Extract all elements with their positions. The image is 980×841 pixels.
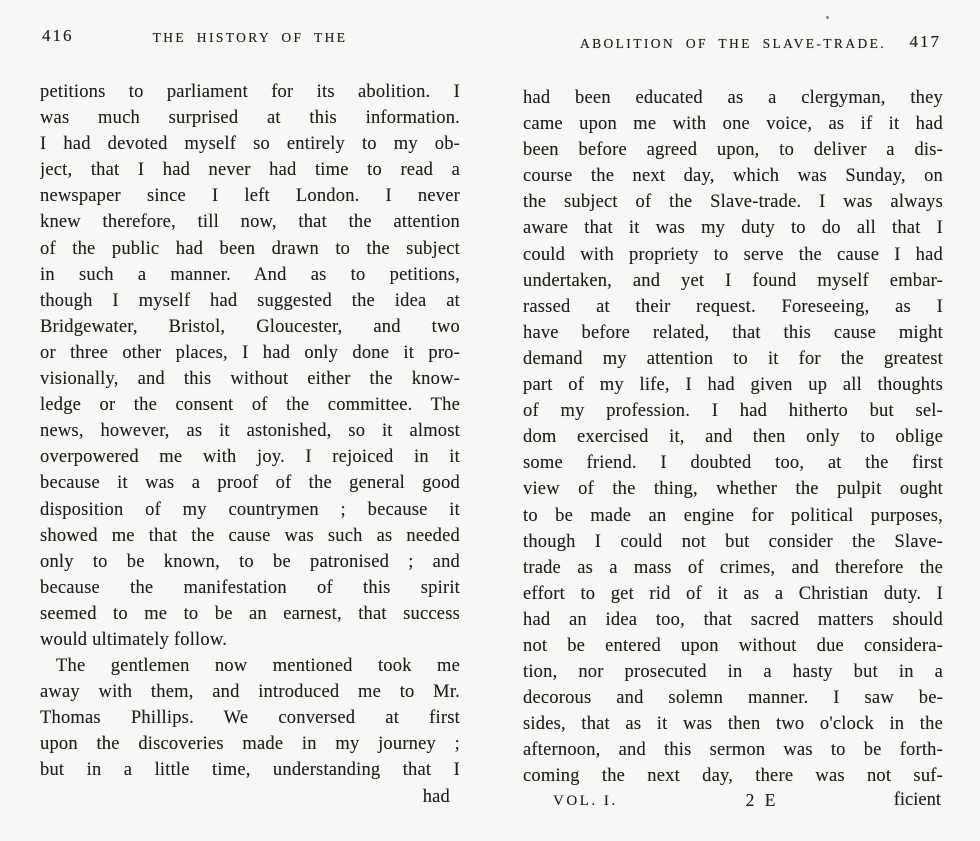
text-line: rassed at their request. Foreseeing, as I (523, 296, 943, 317)
text-line: sides, that as it was then two o'clock in the (523, 714, 943, 735)
text-line: afternoon, and this sermon was to be forth- (523, 740, 943, 761)
page-416-body (40, 79, 460, 810)
text-line: newspaper since I left London. I never (40, 186, 460, 207)
text-line: though I myself had suggested the idea at (40, 290, 460, 311)
text-line: or three other places, I had only done it pro- (40, 342, 460, 363)
text-line: trade as a mass of crimes, and therefore the (523, 557, 943, 578)
text-line: the subject of the Slave-trade. I was always (523, 192, 943, 213)
text-line: could with propriety to serve the cause I had (523, 244, 943, 265)
text-line: have before related, that this cause might (523, 322, 943, 343)
text-line: Bridgewater, Bristol, Gloucester, and two (40, 316, 460, 337)
text-line: tion, nor prosecuted in a hasty but in a (523, 662, 943, 683)
ink-speck (826, 16, 829, 19)
text-line: not be entered upon without due considera- (523, 635, 943, 656)
text-line: news, however, as it astonished, so it almost (40, 421, 460, 442)
page-416 (40, 26, 460, 810)
text-line: overpowered me with joy. I rejoiced in it (40, 447, 460, 468)
page-417-body (523, 85, 943, 790)
catchword: ficient (893, 789, 941, 810)
text-line: though I could not but consider the Slave- (523, 531, 943, 552)
text-line: came upon me with one voice, as if it had (523, 114, 943, 135)
text-line: but in a little time, understanding that I (40, 760, 460, 781)
text-line: showed me that the cause was such as needed (40, 525, 460, 546)
signature-mark: 2 E (745, 789, 779, 810)
text-line: would ultimately follow. (40, 629, 228, 650)
page-417-footer (523, 790, 943, 816)
text-line: undertaken, and yet I found myself embar- (523, 270, 943, 291)
running-title-right: ABOLITION OF THE SLAVE-TRADE. (579, 36, 887, 51)
text-line: ledge or the consent of the committee. The (40, 395, 460, 416)
text-line: disposition of my countrymen ; because it (40, 499, 460, 520)
page-417-header (523, 32, 943, 58)
text-line: visionally, and this without either the know- (40, 369, 460, 390)
text-line: Thomas Phillips. We conversed at first (40, 708, 460, 729)
text-line: The gentlemen now mentioned took me (56, 656, 460, 677)
text-line: coming the next day, there was not suf- (523, 766, 943, 787)
page-number-left: 416 (42, 26, 74, 45)
text-line: had (422, 786, 450, 807)
text-line: of my profession. I had hitherto but sel- (523, 401, 943, 422)
text-line: view of the thing, whether the pulpit ought (523, 479, 943, 500)
text-line: been before agreed upon, to deliver a dis- (523, 140, 943, 161)
text-line: to be made an engine for political purposes, (523, 505, 943, 526)
text-line: seemed to me to be an earnest, that success (40, 603, 460, 624)
page-416-header (40, 26, 460, 52)
text-line: some friend. I doubted too, at the first (523, 453, 943, 474)
text-line: ject, that I had never had time to read a (40, 160, 460, 181)
text-line: had an idea too, that sacred matters should (523, 609, 943, 630)
text-line: course the next day, which was Sunday, on (523, 166, 943, 187)
text-line: effort to get rid of it as a Christian duty. I (523, 583, 943, 604)
text-line: aware that it was my duty to do all that I (523, 218, 943, 239)
text-line: only to be known, to be patronised ; and (40, 551, 460, 572)
volume-label: VOL. I. (553, 792, 618, 809)
text-line: knew therefore, till now, that the attention (40, 212, 460, 233)
text-line: upon the discoveries made in my journey ; (40, 734, 460, 755)
text-line: because the manifestation of this spirit (40, 577, 460, 598)
text-line: part of my life, I had given up all thoughts (523, 375, 943, 396)
text-line: of the public had been drawn to the subject (40, 238, 460, 259)
text-line: away with them, and introduced me to Mr. (40, 682, 460, 703)
text-line: petitions to parliament for its abolition. I (40, 82, 460, 102)
text-line: demand my attention to it for the greatest (523, 348, 943, 369)
text-line: decorous and solemn manner. I saw be- (523, 688, 943, 709)
running-title-left: THE HISTORY OF THE (152, 30, 348, 45)
text-line: dom exercised it, and then only to oblige (523, 427, 943, 448)
text-line: had been educated as a clergyman, they (523, 88, 943, 108)
text-line: was much surprised at this information. (40, 108, 460, 129)
text-line: I had devoted myself so entirely to my ob- (40, 134, 460, 155)
page-417 (523, 32, 943, 816)
text-line: in such a manner. And as to petitions, (40, 264, 460, 285)
page-number-right: 417 (909, 32, 941, 51)
text-line: because it was a proof of the general good (40, 473, 460, 494)
